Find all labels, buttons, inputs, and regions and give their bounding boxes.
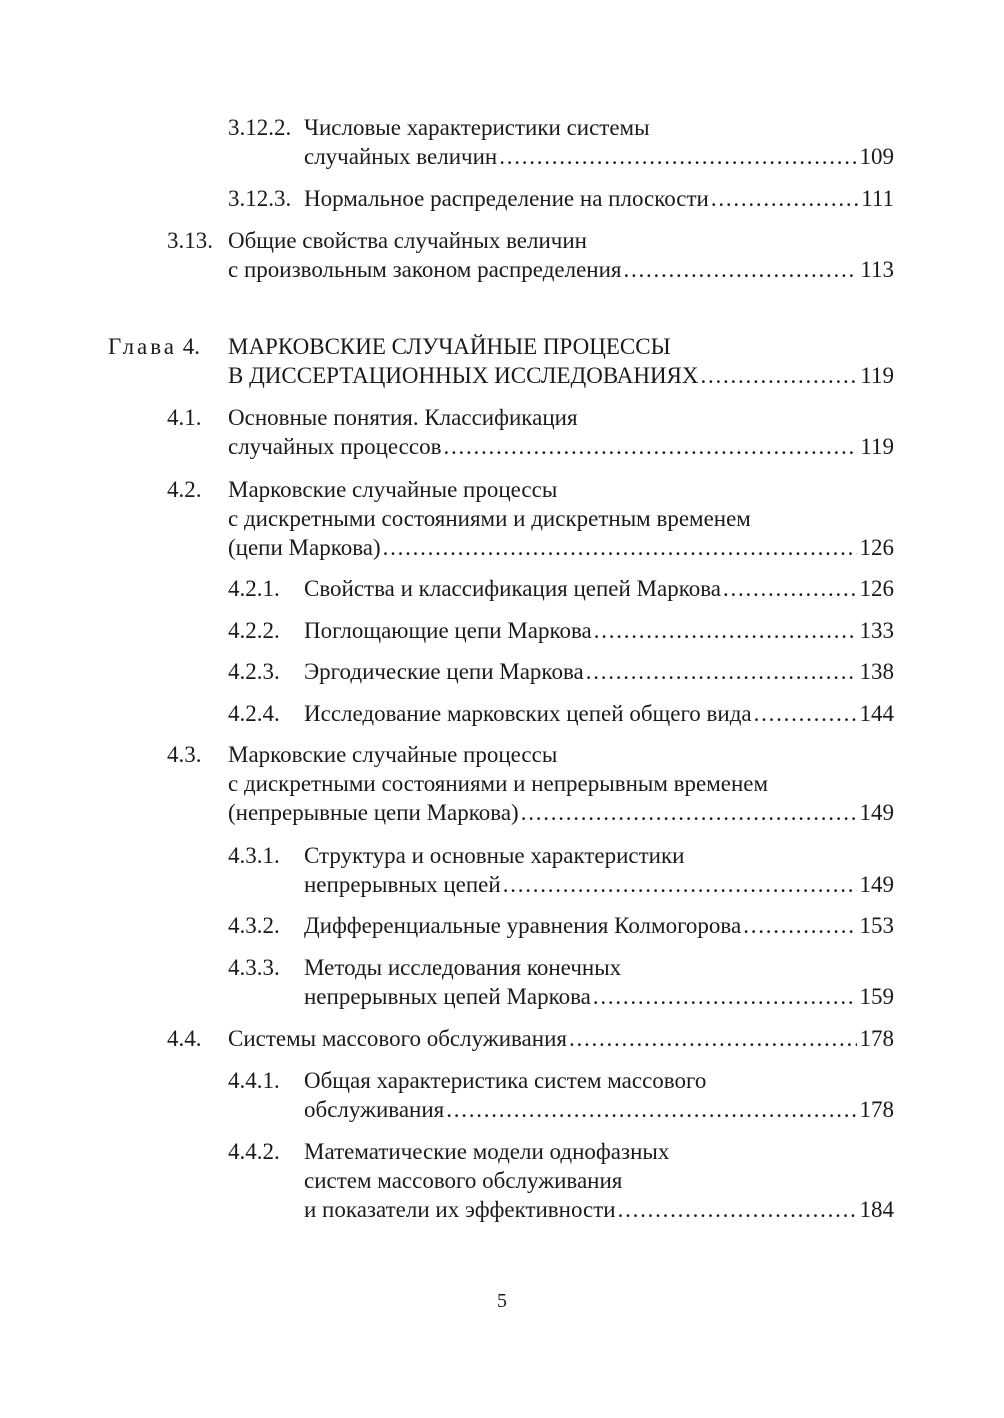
toc-page-number: 113 — [860, 257, 894, 282]
toc-entry-title: Системы массового обслуживания — [228, 1026, 567, 1051]
toc-entry-number: 4.3.1. — [228, 843, 280, 868]
dot-leader — [711, 184, 858, 213]
dot-leader — [701, 361, 858, 390]
dot-leader — [446, 1095, 856, 1124]
chapter-number: 4. — [182, 334, 201, 359]
toc-entry-title: Марковские случайные процессы — [228, 742, 558, 767]
toc-entry-number: 4.2.2. — [228, 618, 280, 643]
toc-page-number: 153 — [859, 913, 894, 938]
toc-page-number: 126 — [859, 535, 894, 560]
toc-entry-title: систем массового обслуживания — [304, 1168, 623, 1193]
toc-entry-title: Структура и основные характеристики — [304, 843, 685, 868]
toc-entry-number: 3.12.2. — [228, 115, 292, 140]
toc-page-number: 133 — [859, 618, 894, 643]
page-footer-number: 5 — [497, 1290, 507, 1312]
toc-entry-title: случайных величин — [304, 144, 498, 169]
toc-entry-title: Основные понятия. Классификация — [228, 405, 578, 430]
toc-entry-title: с произвольным законом распределения — [228, 257, 622, 282]
dot-leader — [593, 982, 857, 1011]
toc-entry-title: Марковские случайные процессы — [228, 477, 558, 502]
toc-entry-title: Эргодические цепи Маркова — [304, 659, 584, 684]
toc-page-number: 178 — [859, 1026, 894, 1051]
dot-leader — [383, 533, 857, 562]
dot-leader — [521, 798, 857, 827]
toc-page-number: 178 — [859, 1097, 894, 1122]
toc-page-number: 144 — [859, 701, 894, 726]
toc-entry-title: с дискретными состояниями и непрерывным временем — [228, 771, 769, 796]
dot-leader — [569, 1024, 857, 1053]
dot-leader — [586, 657, 857, 686]
toc-entry-title: Исследование марковских цепей общего вида — [304, 701, 752, 726]
toc-page-number: 184 — [859, 1197, 894, 1222]
toc-entry-title: Дифференциальные уравнения Колмогорова — [304, 913, 742, 938]
toc-page-number: 138 — [859, 659, 894, 684]
toc-entry-title: непрерывных цепей Маркова — [304, 984, 591, 1009]
dot-leader — [754, 699, 857, 728]
dot-leader — [443, 432, 857, 461]
dot-leader — [743, 911, 856, 940]
toc-entry-number: 4.2. — [167, 477, 202, 502]
toc-page-number: 126 — [859, 576, 894, 601]
dot-leader — [618, 1195, 857, 1224]
toc-page-number: 159 — [859, 984, 894, 1009]
toc-entry-number: 4.2.3. — [228, 659, 280, 684]
toc-entry-title: Общие свойства случайных величин — [228, 228, 587, 253]
toc-page-number: 149 — [859, 872, 894, 897]
toc-entry-title: и показатели их эффективности — [304, 1197, 616, 1222]
toc-entry-title: обслуживания — [304, 1097, 445, 1122]
toc-entry-number: 4.4. — [167, 1026, 202, 1051]
toc-entry-title: Свойства и классификация цепей Маркова — [304, 576, 721, 601]
toc-entry-title: Методы исследования конечных — [304, 955, 622, 980]
toc-entry-number: 3.13. — [167, 228, 213, 253]
toc-entry-number: 4.3. — [167, 742, 202, 767]
toc-entry-title: (непрерывные цепи Маркова) — [228, 800, 519, 825]
toc-page-number: 111 — [861, 186, 894, 211]
toc-entry-title: Математические модели однофазных — [304, 1139, 670, 1164]
toc-entry-title: Общая характеристика систем массового — [304, 1068, 707, 1093]
toc-entry-title: непрерывных цепей — [304, 872, 501, 897]
toc-entry-number: 4.3.3. — [228, 955, 280, 980]
dot-leader — [624, 255, 858, 284]
toc-entry-number: 3.12.3. — [228, 186, 292, 211]
chapter-title: МАРКОВСКИЕ СЛУЧАЙНЫЕ ПРОЦЕССЫ — [228, 334, 671, 359]
dot-leader — [594, 616, 857, 645]
dot-leader — [723, 574, 857, 603]
dot-leader — [499, 142, 856, 171]
toc-page-number: 119 — [860, 434, 894, 459]
toc-page-number: 149 — [859, 800, 894, 825]
dot-leader — [503, 870, 857, 899]
toc-entry-number: 4.1. — [167, 405, 202, 430]
toc-page-number: 119 — [860, 363, 894, 388]
toc-entry-title: случайных процессов — [228, 434, 442, 459]
toc-entry-title: с дискретными состояниями и дискретным временем — [228, 506, 751, 531]
chapter-label: Глава — [108, 334, 178, 359]
toc-entry-title: Нормальное распределение на плоскости — [304, 186, 709, 211]
toc-entry-number: 4.4.2. — [228, 1139, 280, 1164]
toc-entry-number: 4.2.1. — [228, 576, 280, 601]
toc-entry-number: 4.4.1. — [228, 1068, 280, 1093]
toc-entry-title: (цепи Маркова) — [228, 535, 381, 560]
toc-page-number: 109 — [859, 144, 894, 169]
toc-entry-number: 4.3.2. — [228, 913, 280, 938]
chapter-title: В ДИССЕРТАЦИОННЫХ ИССЛЕДОВАНИЯХ — [228, 363, 699, 388]
toc-entry-number: 4.2.4. — [228, 701, 280, 726]
toc-entry-title: Числовые характеристики системы — [304, 115, 650, 140]
toc-entry-title: Поглощающие цепи Маркова — [304, 618, 592, 643]
